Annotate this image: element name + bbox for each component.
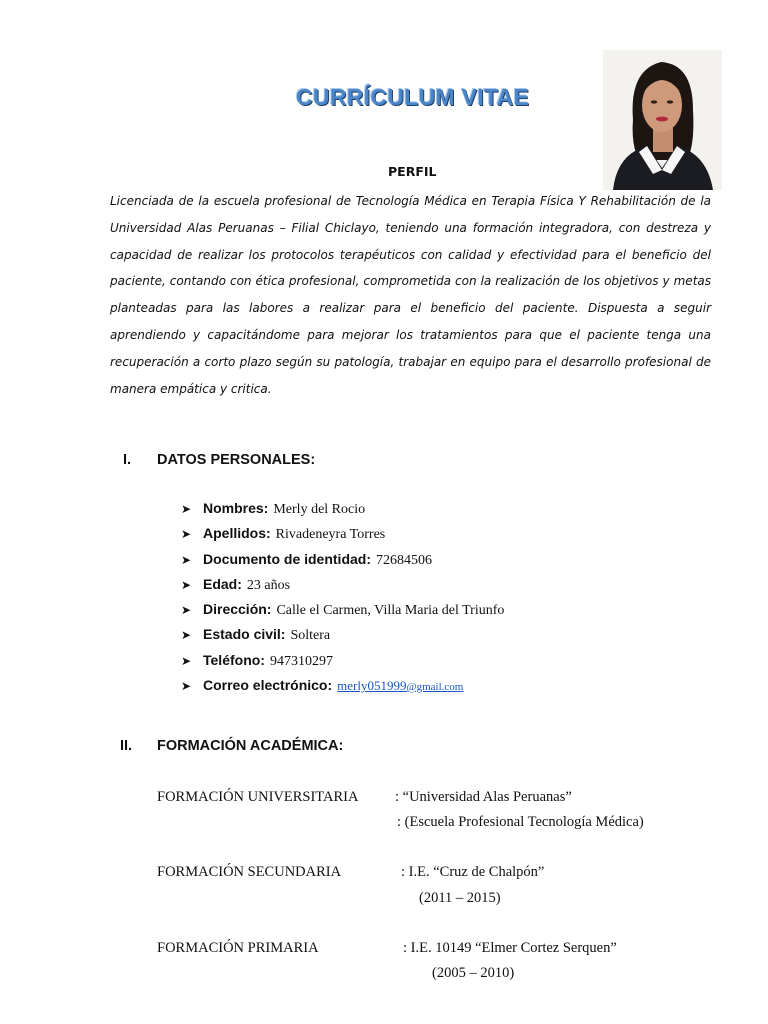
list-item-nombres [181, 500, 504, 525]
formacion-primaria-value: : I.E. 10149 “Elmer Cortez Serquen” [403, 940, 617, 956]
list-item-telefono [181, 652, 504, 677]
item-label: Teléfono: [203, 651, 265, 668]
section-title-datos: DATOS PERSONALES: [157, 452, 316, 468]
list-item-apellidos [181, 525, 504, 550]
item-label: Apellidos: [203, 525, 271, 542]
item-value: Soltera [290, 628, 331, 644]
item-label: Documento de identidad: [203, 550, 371, 567]
formacion-secundaria-label: FORMACIÓN SECUNDARIA [157, 864, 342, 880]
arrow-bullet-icon: ➤ [181, 603, 192, 618]
formacion-secundaria-value: : I.E. “Cruz de Chalpón” [401, 864, 545, 880]
arrow-bullet-icon: ➤ [181, 577, 192, 592]
email-user: merly051999 [337, 678, 407, 694]
perfil-paragraph: Licenciada de la escuela profesional de Tecnología Médica en Terapia Física Y Rehabilitación de la Universidad Alas Peruanas – Filial Chiclayo, teniendo una formación integradora, con destreza y capacidad de realizar los protocolos terapéuticos con calidad y efectividad para el beneficio del paciente, contando con ética profesional, comprometida con la realización de los objetivos y metas planteadas para las labores a realizar para el beneficio del paciente. Dispuesta a seguir aprendiendo y capacitándome para mejorar los tratamientos para que el paciente tenga una recuperación a corto plazo según su patología, trabajar en equipo para el desarrollo profesional de manera empática y critica. [110, 194, 711, 396]
section-title-formacion: FORMACIÓN ACADÉMICA: [157, 738, 344, 754]
item-value: Calle el Carmen, Villa Maria del Triunfo [276, 603, 505, 619]
item-label: Estado civil: [203, 626, 286, 643]
portrait-image [603, 50, 722, 190]
section-number-datos: I. [123, 452, 132, 468]
list-item-estado-civil [181, 626, 504, 651]
formacion-universitaria-label: FORMACIÓN UNIVERSITARIA [157, 789, 359, 805]
item-value: Rivadeneyra Torres [275, 527, 386, 543]
profile-photo [603, 50, 722, 190]
list-item-direccion [181, 601, 504, 626]
arrow-bullet-icon: ➤ [181, 502, 192, 516]
item-label: Nombres: [203, 500, 269, 516]
item-value: 72684506 [376, 552, 432, 568]
formacion-universitaria-value-2: : (Escuela Profesional Tecnología Médica) [397, 814, 644, 830]
section-number-formacion: II. [120, 738, 133, 754]
email-link[interactable] [337, 678, 463, 694]
item-label: Correo electrónico: [203, 677, 333, 694]
item-value: 23 años [246, 577, 291, 593]
list-item-correo [181, 677, 504, 702]
formacion-primaria-label: FORMACIÓN PRIMARIA [157, 940, 319, 956]
item-label: Edad: [203, 575, 242, 592]
formacion-secundaria-years: (2011 – 2015) [419, 890, 501, 906]
datos-personales-list [181, 500, 504, 702]
list-item-documento [181, 551, 504, 576]
arrow-bullet-icon: ➤ [181, 653, 192, 668]
arrow-bullet-icon: ➤ [181, 552, 192, 567]
arrow-bullet-icon: ➤ [181, 527, 192, 542]
arrow-bullet-icon: ➤ [181, 628, 192, 643]
document-title: CURRÍCULUM VITAE [296, 84, 530, 110]
email-domain: @gmail.com [406, 681, 464, 694]
list-item-edad [181, 576, 504, 601]
arrow-bullet-icon: ➤ [181, 679, 192, 694]
item-value: 947310297 [269, 653, 333, 669]
formacion-primaria-years: (2005 – 2010) [432, 965, 515, 981]
item-label: Dirección: [203, 601, 272, 618]
perfil-heading: PERFIL [388, 164, 437, 179]
item-value: Merly del Rocio [273, 502, 366, 517]
formacion-universitaria-value: : “Universidad Alas Peruanas” [395, 789, 572, 805]
